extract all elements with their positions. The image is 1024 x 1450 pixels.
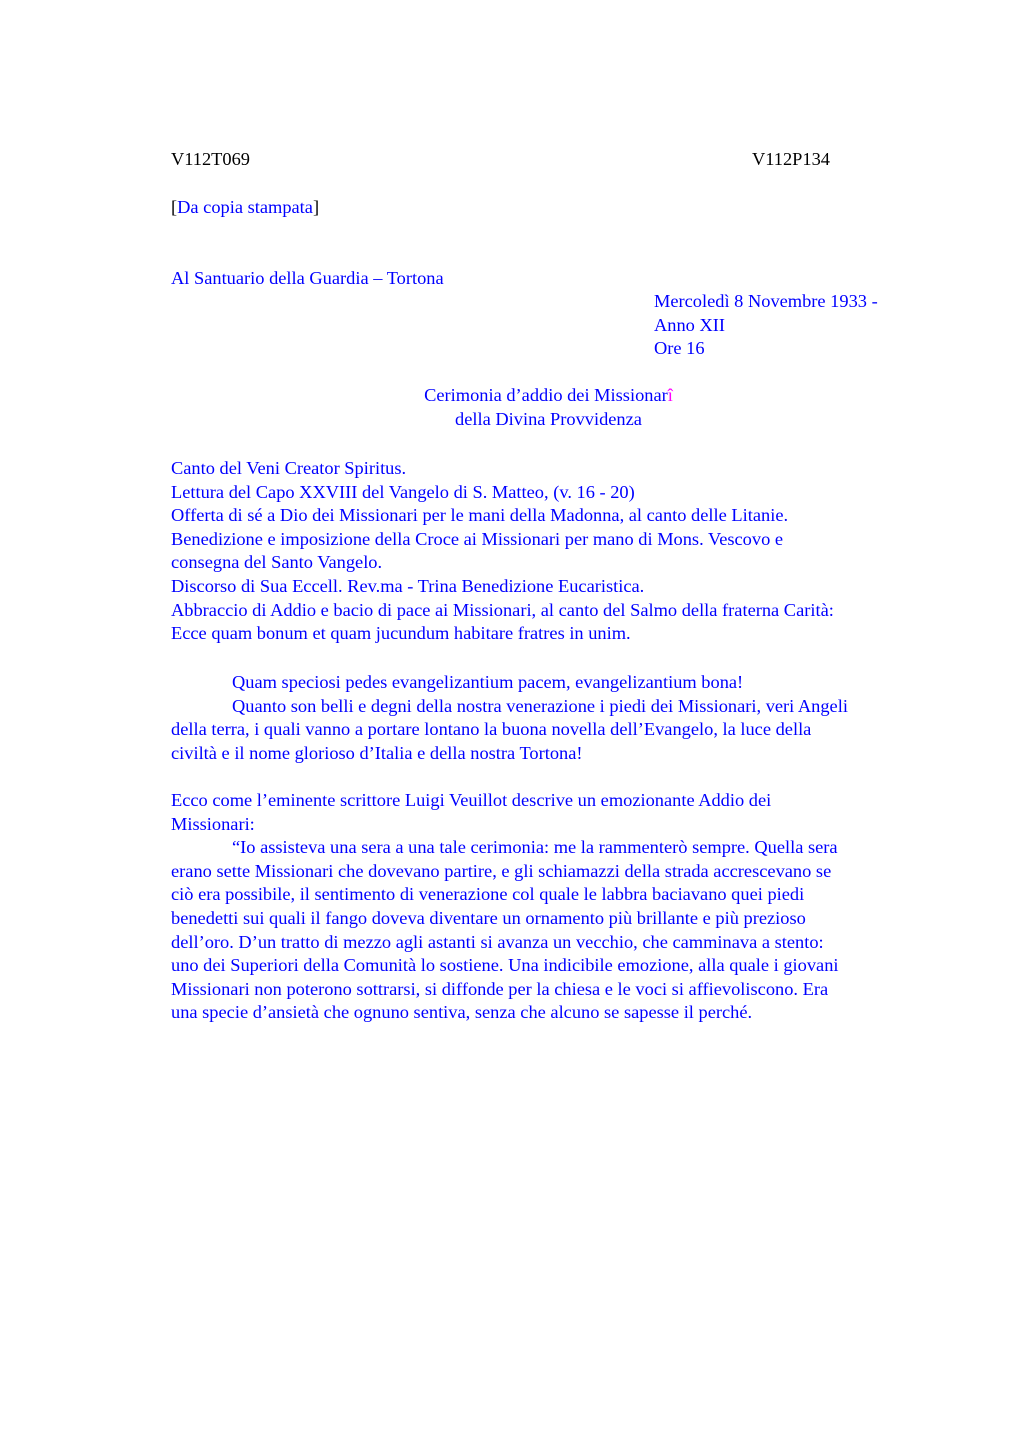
program-line: Abbraccio di Addio e bacio di pace ai Missionari, al canto del Salmo della fraterna Carità: xyxy=(171,599,834,620)
intro-line: Ecco come l’eminente scrittore Luigi Veuillot descrive un emozionante Addio dei xyxy=(171,790,772,810)
citation-line: benedetti sui quali il fango doveva diventare un ornamento più brillante e più prezioso xyxy=(171,907,806,928)
source-note-text: Da copia stampata xyxy=(177,197,313,217)
date-year-line: Anno XII xyxy=(654,314,725,335)
source-note xyxy=(171,196,319,220)
source-note-open-bracket: [ xyxy=(171,197,178,217)
intro-line: Missionari: xyxy=(171,813,255,834)
paragraph-line: civiltà e il nome glorioso d’Italia e della nostra Tortona! xyxy=(171,742,583,763)
document-code-left: V112T069 xyxy=(171,149,251,169)
citation-line: dell’oro. D’un tratto di mezzo agli astanti si avanza un vecchio, che camminava a stento: xyxy=(171,931,824,952)
title-accent-char: î xyxy=(667,385,673,405)
title-line-1-text: Cerimonia d’addio dei Missionar xyxy=(424,385,668,405)
program-line: Offerta di sé a Dio dei Missionari per le mani della Madonna, al canto delle Litanie. xyxy=(171,505,789,526)
program-line: Canto del Veni Creator Spiritus. xyxy=(171,458,407,478)
citation-line: Missionari non poterono sottrarsi, si diffonde per la chiesa e le voci si affievoliscono. Era xyxy=(171,978,829,999)
program-line: Ecce quam bonum et quam jucundum habitare fratres in unim. xyxy=(171,623,631,644)
program-list xyxy=(171,457,931,646)
date-line: Mercoledì 8 Novembre 1933 - xyxy=(654,291,878,311)
document-code-right: V112P134 xyxy=(752,149,830,169)
latin-quote: Quam speciosi pedes evangelizantium pacem, evangelizantium bona! xyxy=(232,672,744,692)
citation-line: erano sette Missionari che dovevano partire, e gli schiamazzi della strada accrescevano se xyxy=(171,860,832,881)
citation-line: ciò era possibile, il sentimento di venerazione col quale le labbra baciavano quei piedi xyxy=(171,884,805,905)
citation-line: “Io assisteva una sera a una tale cerimonia: me la rammenterò sempre. Quella sera xyxy=(232,837,838,858)
title-line-1 xyxy=(300,384,797,408)
program-line: Discorso di Sua Eccell. Rev.ma - Trina Benedizione Eucaristica. xyxy=(171,575,645,596)
ceremony-title xyxy=(300,384,797,431)
quote-paragraph xyxy=(171,671,931,765)
date-block xyxy=(654,290,878,361)
program-line: Lettura del Capo XXVIII del Vangelo di S. Matteo, (v. 16 - 20) xyxy=(171,481,635,502)
program-line: consegna del Santo Vangelo. xyxy=(171,552,383,573)
location-line: Al Santuario della Guardia – Tortona xyxy=(171,268,444,288)
title-line-2: della Divina Provvidenza xyxy=(455,408,642,429)
paragraph-line: Quanto son belli e degni della nostra venerazione i piedi dei Missionari, veri Angeli xyxy=(232,695,848,716)
citation-line: uno dei Superiori della Comunità lo sostiene. Una indicibile emozione, alla quale i giovani xyxy=(171,955,839,976)
citation-line: una specie d’ansietà che ognuno sentiva, senza che alcuno se sapesse il perché. xyxy=(171,1002,753,1023)
source-note-close-bracket: ] xyxy=(312,197,320,217)
program-line: Benedizione e imposizione della Croce ai Missionari per mano di Mons. Vescovo e xyxy=(171,528,784,549)
date-time-line: Ore 16 xyxy=(654,338,705,359)
paragraph-line: della terra, i quali vanno a portare lontano la buona novella dell’Evangelo, la luce della xyxy=(171,719,812,740)
veuillot-paragraph xyxy=(171,789,931,1025)
